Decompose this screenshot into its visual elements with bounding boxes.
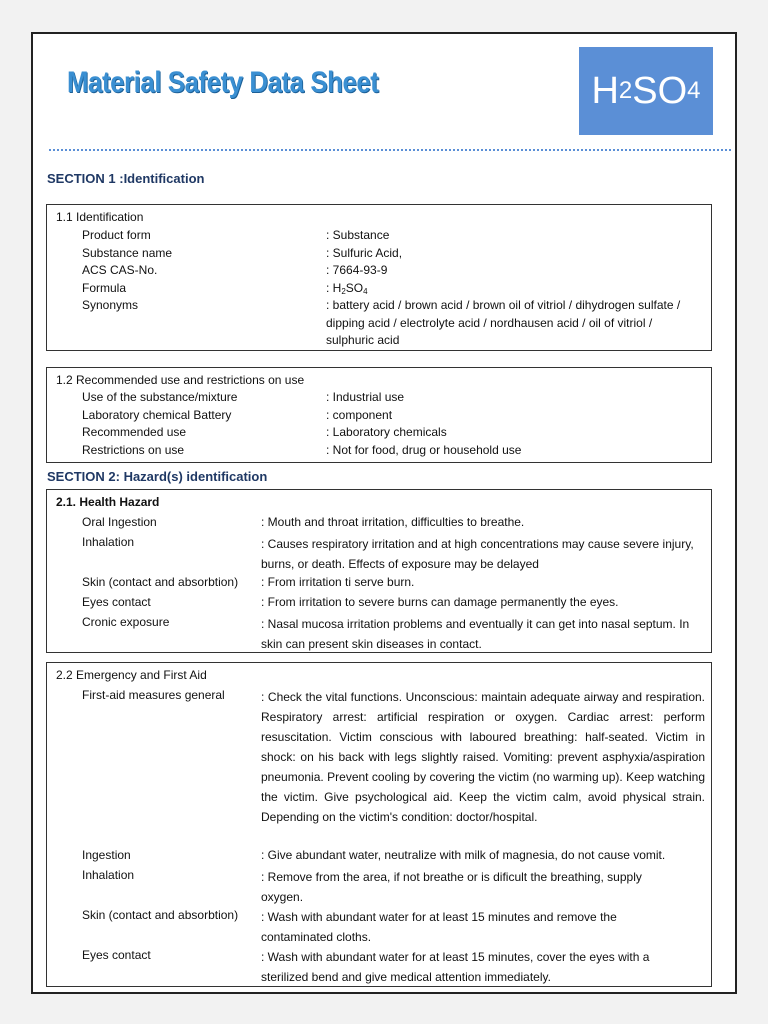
row-label: Skin (contact and absorbtion) [82,575,239,589]
row-value: : Wash with abundant water for at least 15 minutes and remove the contaminated cloths. [261,910,617,944]
recommended-use-subtitle: 1.2 Recommended use and restrictions on use [56,373,305,387]
row-label: Inhalation [82,868,135,882]
formula-value-so: SO [345,280,364,295]
recommended-use-box [46,367,712,463]
row-value: : Not for food, drug or household use [326,442,522,457]
row-value: : From irritation ti serve burn. [261,575,415,589]
header-divider [49,149,731,151]
row-value: : Give abundant water, neutralize with milk of magnesia, do not cause vomit. [261,848,666,862]
formula-so: SO [632,69,688,112]
row-label: First-aid measures general [82,688,225,702]
row-value: : Laboratory chemicals [326,425,447,439]
row-label: Cronic exposure [82,615,170,629]
row-value: : Nasal mucosa irritation problems and eventually it can get into nasal septum. In skin can present skin diseases in contact. [261,617,690,651]
health-hazard-box [46,489,712,653]
section2-heading: SECTION 2: Hazard(s) identification [47,469,268,484]
section1-heading: SECTION 1 :Identification [47,171,205,186]
row-label: Eyes contact [82,948,151,962]
row-value: : Mouth and throat irritation, difficulties to breathe. [261,515,525,529]
row-label: Ingestion [82,848,131,862]
row-value: : Check the vital functions. Unconscious: maintain adequate airway and respiration. Respiratory arrest: artificial respiration or oxygen. Cardiac arrest: perform resuscitation. Victim conscious with laboured breathing: half-seated. Victim in shock: on his back with legs slightly raised. Vomiting: prevent asphyxia/aspiration pneumonia. Prevent cooling by covering the victim (no warming up). Keep watching the victim. Give psychological aid. Keep the victim calm, avoid physical strain. Depending on the victim's condition: doctor/hospital. [261,690,705,824]
row-value: : Remove from the area, if not breathe or is dificult the breathing, supply oxygen. [261,870,642,904]
row-label: Laboratory chemical Battery [82,407,232,422]
row-label: Skin (contact and absorbtion) [82,908,239,922]
row-value: : Industrial use [326,390,405,404]
formula-value-h: : H [326,280,342,295]
first-aid-subtitle: 2.2 Emergency and First Aid [56,668,207,682]
formula-o-sub: 4 [687,77,701,104]
row-label: Formula [82,280,127,295]
row-value: : From irritation to severe burns can damage permanently the eyes. [261,595,619,609]
first-aid-box [46,662,712,987]
identification-subtitle: 1.1 Identification [56,210,144,224]
identification-box [46,204,712,351]
row-label: Recommended use [82,425,187,439]
formula-badge [579,47,713,135]
formula-h-sub: 2 [618,77,633,104]
row-label: Eyes contact [82,595,151,609]
row-label: Synonyms [82,298,139,312]
row-label: Inhalation [82,535,135,549]
row-label: Use of the substance/mixture [82,390,238,404]
row-label: Oral Ingestion [82,515,157,529]
row-label: Restrictions on use [82,442,185,457]
synonyms-value: : battery acid / brown acid / brown oil of vitriol / dihydrogen sulfate / dipping acid / electrolyte acid / nordhausen acid / oil of vitriol / sulphuric acid [326,298,681,347]
row-value: : Wash with abundant water for at least 15 minutes, cover the eyes with a sterilized bend and give medical attention immediately. [261,950,650,984]
document-page [31,32,737,994]
row-label: Substance name [82,245,173,260]
row-label: ACS CAS-No. [82,263,158,277]
row-label: Product form [82,228,151,242]
row-value: : 7664-93-9 [326,263,388,277]
row-value: : Substance [326,228,390,242]
row-value: : component [326,407,393,422]
formula-value-sub2: 4 [363,286,368,296]
health-hazard-subtitle: 2.1. Health Hazard [56,495,160,509]
formula-value-sub1: 2 [341,286,346,296]
document-title: Material Safety Data Sheet [67,66,379,99]
row-value: : Causes respiratory irritation and at high concentrations may cause severe injury, burns, or death. Effects of exposure may be delayed [261,537,694,571]
row-value: : Sulfuric Acid, [326,245,403,260]
formula-h: H [591,69,619,112]
